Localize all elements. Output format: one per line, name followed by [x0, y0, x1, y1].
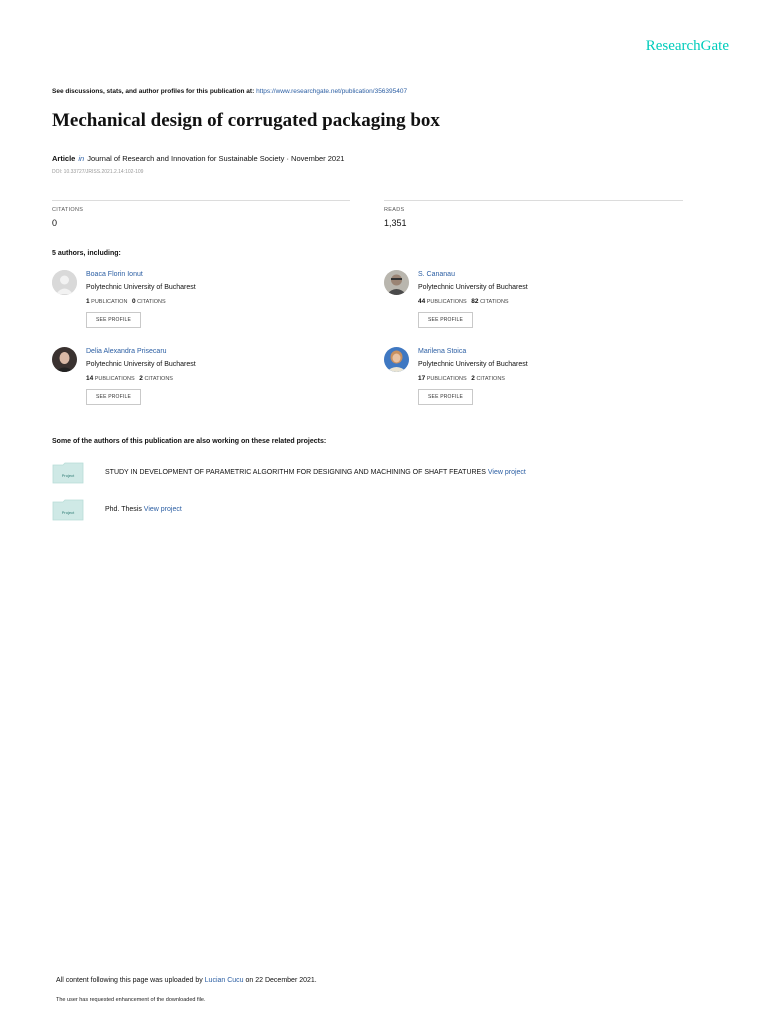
author-counts: 1 PUBLICATION 0 CITATIONS — [86, 298, 166, 305]
author-counts: 14 PUBLICATIONS 2 CITATIONS — [86, 375, 173, 382]
see-profile-button[interactable]: SEE PROFILE — [86, 389, 141, 405]
reads-divider — [384, 200, 683, 201]
project-folder-icon[interactable] — [52, 499, 84, 521]
researchgate-logo[interactable]: ResearchGate — [645, 38, 729, 54]
view-project-link[interactable]: View project — [487, 469, 526, 476]
see-profile-button[interactable]: SEE PROFILE — [418, 389, 473, 405]
author-name-link[interactable]: Delia Alexandra Prisecaru — [86, 348, 167, 355]
project-title: Phd. Thesis View project — [105, 506, 182, 513]
in-label: in — [78, 154, 85, 163]
view-project-link[interactable]: View project — [143, 506, 182, 513]
related-projects-heading: Some of the authors of this publication are also working on these related projects: — [52, 438, 327, 445]
author-name-link[interactable]: S. Cananau — [418, 271, 455, 278]
author-institution: Polytechnic University of Bucharest — [86, 361, 196, 368]
see-profile-button[interactable]: SEE PROFILE — [418, 312, 473, 328]
publication-url-link[interactable]: https://www.researchgate.net/publication/356395407 — [256, 88, 408, 95]
citations-divider — [52, 200, 350, 201]
author-institution: Polytechnic University of Bucharest — [418, 284, 528, 291]
footer-note: The user has requested enhancement of the downloaded file. — [56, 997, 206, 1003]
author-photo-icon[interactable] — [52, 347, 77, 372]
project-item — [52, 462, 702, 486]
author-card — [384, 270, 684, 342]
author-name-link[interactable]: Boaca Florin Ionut — [86, 271, 143, 278]
publication-meta — [52, 154, 344, 163]
author-name-link[interactable]: Marilena Stoica — [418, 348, 467, 355]
citations-value: 0 — [52, 218, 58, 228]
reads-value: 1,351 — [384, 218, 407, 228]
avatar-placeholder-icon[interactable] — [52, 270, 77, 295]
project-folder-icon[interactable] — [52, 462, 84, 484]
author-card — [52, 347, 352, 419]
author-institution: Polytechnic University of Bucharest — [418, 361, 528, 368]
author-counts: 44 PUBLICATIONS 82 CITATIONS — [418, 298, 509, 305]
top-note — [52, 88, 407, 95]
doi: DOI: 10.33727/JRISS.2021.2.14:102-109 — [52, 169, 144, 175]
svg-text:Project: Project — [61, 473, 75, 478]
author-card — [384, 347, 684, 419]
reads-label: READS — [384, 207, 405, 213]
uploader-link[interactable]: Lucian Cucu — [204, 977, 244, 984]
publication-title: Mechanical design of corrugated packaging box — [52, 110, 440, 131]
citations-label: CITATIONS — [52, 207, 84, 213]
author-photo-icon[interactable] — [384, 270, 409, 295]
author-counts: 17 PUBLICATIONS 2 CITATIONS — [418, 375, 505, 382]
svg-text:Project: Project — [61, 510, 75, 515]
publication-type: Article — [52, 154, 76, 163]
project-item — [52, 499, 702, 523]
author-photo-icon[interactable] — [384, 347, 409, 372]
project-title: STUDY IN DEVELOPMENT OF PARAMETRIC ALGORITHM FOR DESIGNING AND MACHINING OF SHAFT FEATURES View project — [105, 469, 526, 476]
authors-heading: 5 authors, including: — [52, 250, 121, 257]
author-institution: Polytechnic University of Bucharest — [86, 284, 196, 291]
author-card — [52, 270, 352, 342]
journal-info: Journal of Research and Innovation for Sustainable Society · November 2021 — [87, 154, 345, 163]
see-profile-button[interactable]: SEE PROFILE — [86, 312, 141, 328]
top-note-text: See discussions, stats, and author profiles for this publication at: — [52, 88, 257, 95]
upload-note: All content following this page was uploaded by Lucian Cucu on 22 December 2021. — [56, 977, 317, 984]
